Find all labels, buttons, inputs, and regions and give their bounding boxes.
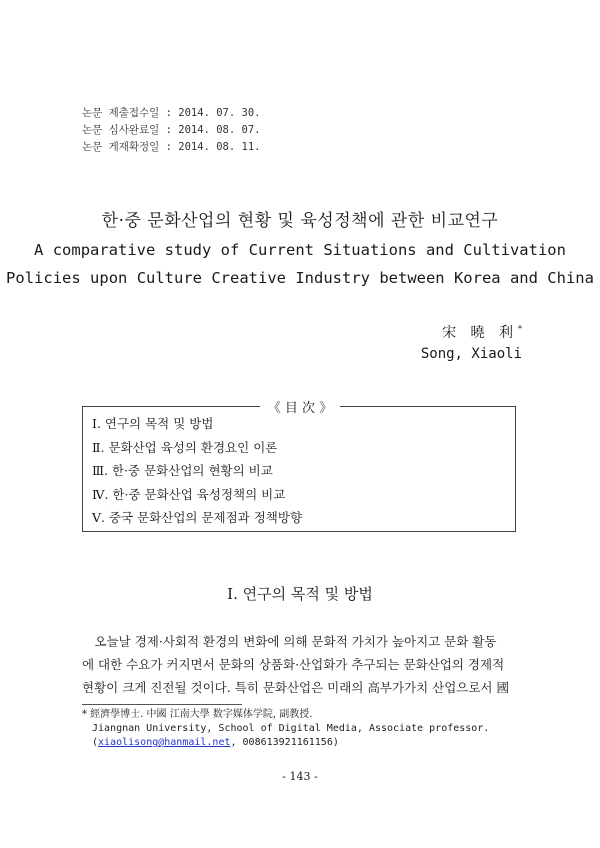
date-submitted: 논문 제출접수일 : 2014. 07. 30. (82, 107, 261, 119)
date-accepted: 논문 게재확정일 : 2014. 08. 11. (82, 141, 261, 153)
footnote-line3 (82, 736, 489, 750)
page-number: - 143 - (282, 770, 318, 783)
toc-item: Ⅰ. 연구의 목적 및 방법 (92, 416, 214, 431)
title-en-line2: Policies upon Culture Creative Industry between Korea and China (6, 269, 594, 287)
toc-item: Ⅴ. 중국 문화산업의 문제점과 정책방향 (92, 510, 303, 525)
submission-dates (82, 105, 260, 156)
toc-item: Ⅳ. 한·중 문화산업 육성정책의 비교 (92, 486, 286, 502)
paper-title-korean: 한·중 문화산업의 현황 및 육성정책에 관한 비교연구 (101, 211, 499, 231)
body-line: 현황이 크게 진전될 것이다. 특히 문화산업은 미래의 高부가가치 산업으로서 國 (82, 680, 509, 695)
title-en-line1: A comparative study of Current Situations and Cultivation (34, 241, 566, 259)
toc-list (92, 412, 302, 530)
author-footnote-marker: * (518, 324, 522, 334)
paper-title-english (0, 236, 600, 292)
toc-title-text: 《 目 次 》 (260, 401, 340, 416)
author-name-english: Song, Xiaoli (420, 346, 522, 362)
footnote-paren: ( (92, 737, 99, 748)
footnote-line2: Jiangnan University, School of Digital Media, Associate professor. (92, 723, 490, 734)
footnote-line1: * 經濟學博士. 中國 江南大學 数字媒体学院, 副教授. (82, 709, 313, 720)
section-heading: Ⅰ. 연구의 목적 및 방법 (227, 585, 373, 603)
author-footnote (82, 708, 489, 750)
author-email-link[interactable]: xiaolisong@hanmail.net (98, 737, 231, 748)
toc-item: Ⅲ. 한·중 문화산업의 현황의 비교 (92, 463, 273, 478)
footnote-divider (82, 704, 242, 705)
author-name-cjk (442, 322, 522, 342)
body-line: 오늘날 경제·사회적 환경의 변화에 의해 문화적 가치가 높아지고 문화 활동 (82, 634, 497, 649)
toc-item: Ⅱ. 문화산업 육성의 환경요인 이론 (92, 439, 278, 455)
author-cjk-text: 宋 曉 利 (442, 325, 518, 341)
body-paragraph (82, 630, 518, 699)
footnote-phone: , 008613921161156) (230, 737, 339, 748)
date-reviewed: 논문 심사완료일 : 2014. 08. 07. (82, 124, 261, 136)
body-line: 에 대한 수요가 커지면서 문화의 상품화·산업화가 추구되는 문화산업의 경제적 (82, 657, 505, 672)
